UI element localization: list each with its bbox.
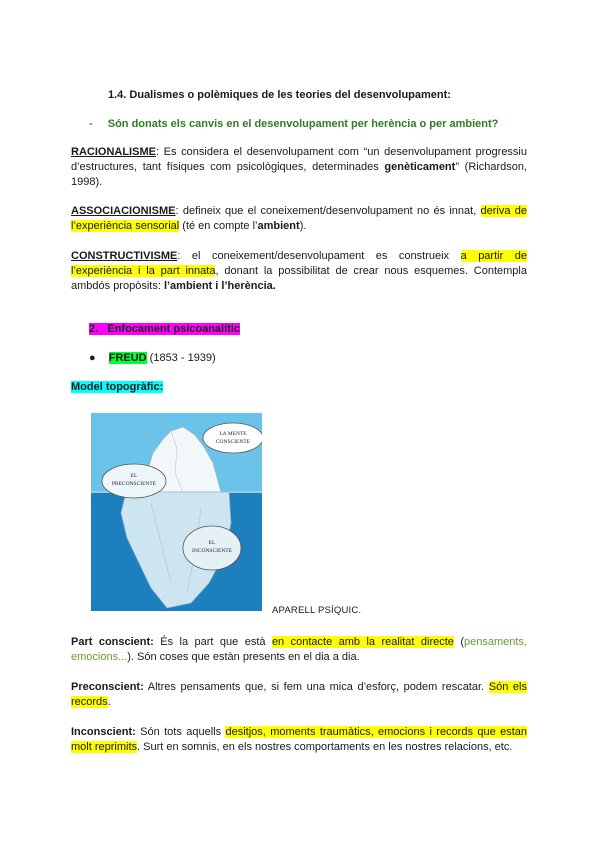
inconscient-paragraph: Inconscient: Són tots aquells desitjos, moments traumàtics, emocions i records que estan molt reprimits. Surt en somnis, en els nostres comportaments en les nostres relacions, etc. [71,726,527,753]
unconscious-label-2: INCONSCIENTE [191,548,233,554]
freud-line [89,351,545,366]
section2-heading [89,322,545,337]
racionalisme-bold: genèticament [384,161,456,173]
associacionisme-paragraph: ASSOCIACIONISME: defineix que el coneixement/desenvolupament no és innat, deriva de l’experiència sensorial (té en compte l’ambient). [71,205,527,232]
constructivisme-bold: l’ambient i l’herència. [163,280,276,292]
racionalisme-text: Es considera el desenvolupament com “un desenvolupament progressiu d’estructures, tant físiques com psicològiques, determinades [71,146,527,173]
part-conscient-paragraph: Part conscient: És la part que està en contacte amb la realitat directe (pensaments, emocions...). Són coses que estàn presents en el dia a dia. [71,636,527,663]
preconscient-paragraph: Preconscient: Altres pensaments que, si fem una mica d’esforç, podem rescatar. Són els records. [71,681,527,708]
question-line [89,117,529,132]
constructivisme-term: CONSTRUCTIVISME [71,250,178,262]
inconscient-label: Inconscient: [71,726,136,738]
part-conscient-highlight: en contacte amb la realitat directe [271,636,454,648]
question-bullet: - [89,118,93,130]
part-conscient-label: Part conscient: [71,636,154,648]
preconscious-label-1: EL [130,473,138,479]
constructivisme-highlight: a partir de l’experiència i la part innata [71,250,528,277]
preconscient-highlight: Són els records [71,681,527,708]
preconscious-label-2: PRECONSCIENTE [111,481,157,487]
model-title: Model topogràfic: [71,381,164,393]
conscious-label-2: CONSCIENTE [215,439,251,445]
section2-highlight: 2. Enfocament psicoanalític [89,323,241,335]
racionalisme-term: RACIONALISME [71,146,156,158]
freud-name: FREUD [108,352,147,364]
freud-years: (1853 - 1939) [146,352,216,364]
preconscient-label: Preconscient: [71,681,144,693]
conscious-oval [203,423,262,453]
associacionisme-highlight: deriva de l’experiència sensorial [71,205,527,232]
bullet-icon: ● [89,352,96,364]
part-conscient-examples: pensaments, emocions... [71,636,527,663]
constructivisme-paragraph: CONSTRUCTIVISME: el coneixement/desenvolupament es construeix a partir de l’experiència i la part innata, donant la possibilitat de crear nous esquemes. Contempla ambdós propòsits: l’ambient i l’herència. [71,250,528,292]
conscious-label-1: LA MENTE [219,431,247,437]
inconscient-highlight: desitjos, moments traumàtics, emocions i records que estan molt reprimits [71,726,527,753]
iceberg-image [91,413,262,611]
image-caption: APARELL PSÍQUIC. [272,605,362,616]
associacionisme-term: ASSOCIACIONISME [71,205,176,217]
racionalisme-paragraph: RACIONALISME: Es considera el desenvolupament com “un desenvolupament progressiu d’estructures, tant físiques com psicològiques, determinades genèticament” (Richardson, 1998). [71,146,528,188]
section-title: 1.4. Dualismes o polèmiques de les teories del desenvolupament: [108,89,451,101]
question-text: Són donats els canvis en el desenvolupament per herència o per ambient? [107,118,499,130]
unconscious-label-1: EL [208,540,216,546]
